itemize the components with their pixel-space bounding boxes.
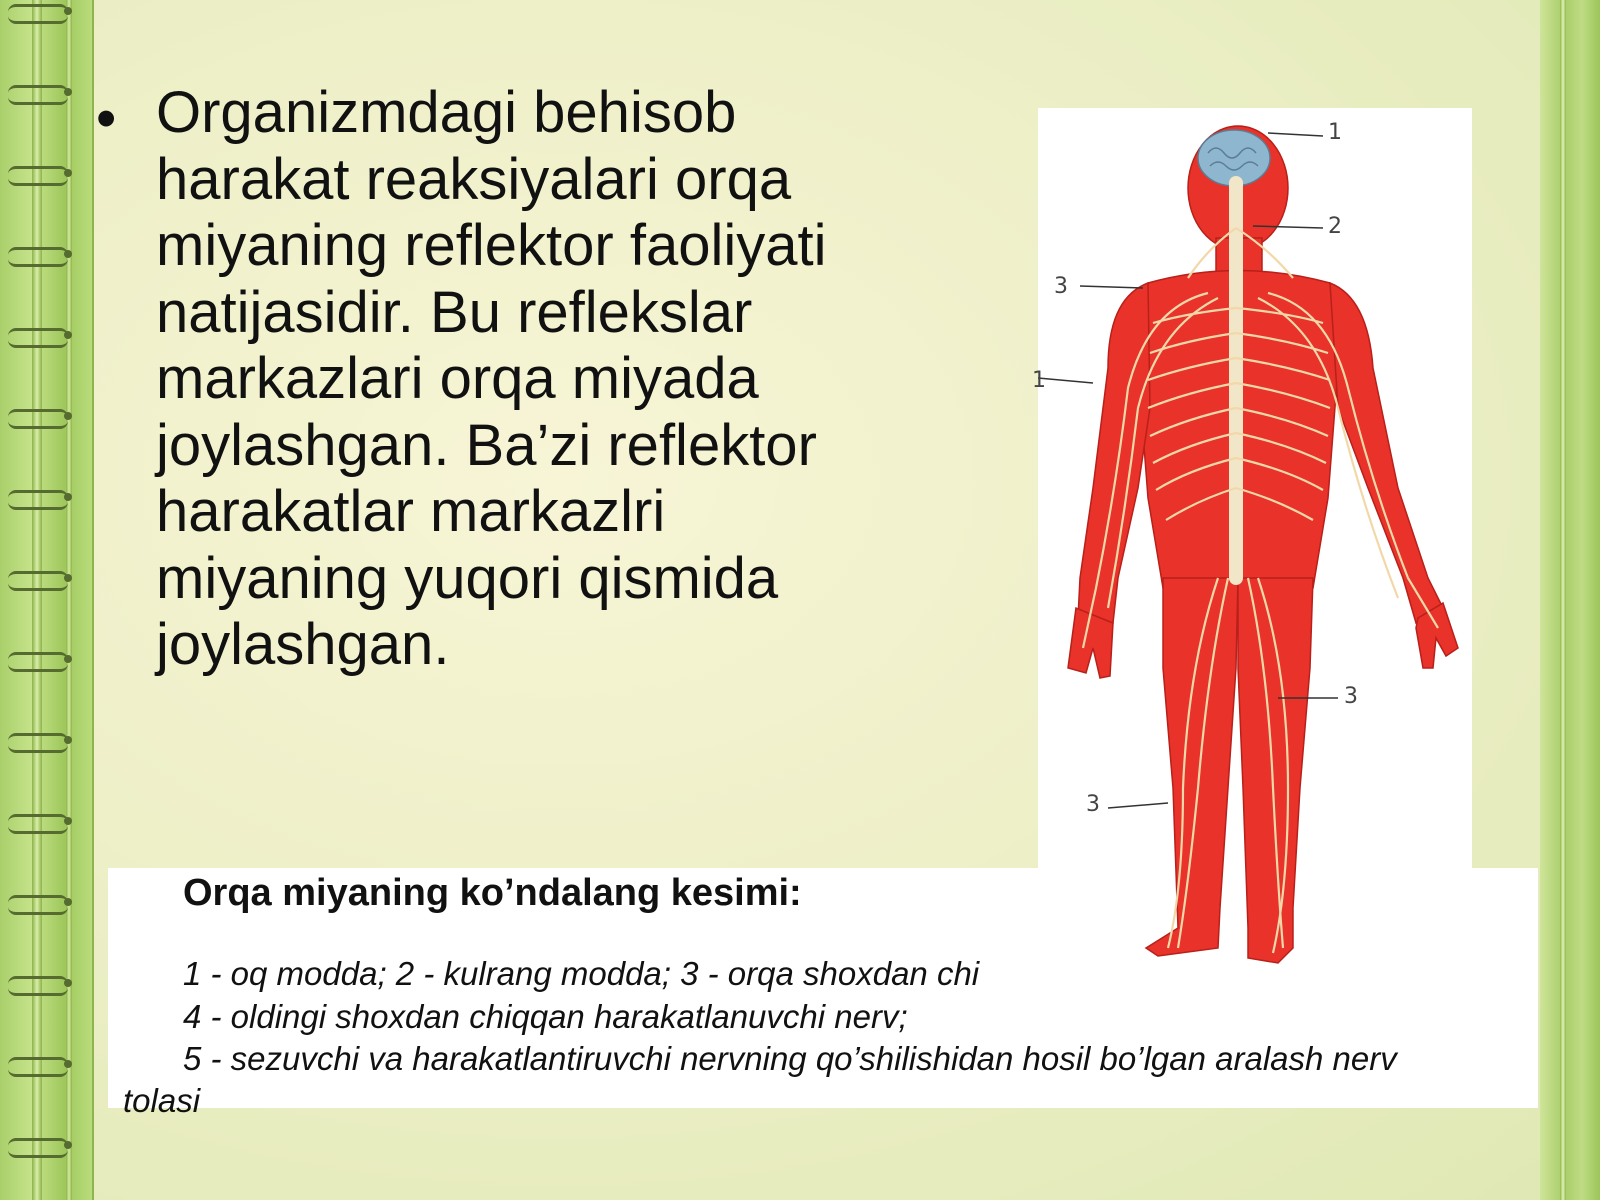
- binder-ring-icon: [8, 976, 68, 996]
- binder-ring-icon: [8, 490, 68, 510]
- binder-ring-icon: [8, 166, 68, 186]
- figure-label: 3: [1054, 274, 1068, 299]
- human-body-illustration: [1038, 108, 1472, 988]
- binder-ring-icon: [8, 733, 68, 753]
- bullet-text: [156, 80, 996, 679]
- bullet-line: markazlari orqa miyada: [156, 346, 759, 411]
- binder-ring-icon: [8, 328, 68, 348]
- caption-line-4: tolasi: [123, 1082, 201, 1119]
- figure-label: 2: [1328, 214, 1342, 239]
- bullet-line: miyaning reflektor faoliyati: [156, 213, 827, 278]
- nervous-system-figure: [1032, 108, 1472, 988]
- caption-title: Orqa miyaning ko’ndalang kesimi:: [183, 872, 802, 914]
- binder-strip: [0, 0, 94, 1200]
- bullet-line: joylashgan. Ba’zi reflektor: [156, 412, 817, 478]
- figure-label: 3: [1086, 792, 1100, 817]
- binder-ring-icon: [8, 247, 68, 267]
- bullet-line: joylashgan.: [156, 612, 450, 677]
- bullet-icon: •: [96, 86, 117, 151]
- bullet-line: harakatlar markazlri: [156, 479, 666, 544]
- bullet-line: harakat reaksiyalari orqa: [156, 146, 792, 212]
- caption-line-3: 5 - sezuvchi va harakatlantiruvchi nervning qo’shilishidan hosil bo’lgan aralash nerv: [183, 1040, 1397, 1077]
- figure-label: 1: [1032, 368, 1046, 393]
- binder-ring-icon: [8, 1057, 68, 1077]
- binder-ring-icon: [8, 652, 68, 672]
- bullet-paragraph: [96, 80, 996, 679]
- figure-label: 3: [1344, 684, 1358, 709]
- binder-ring-icon: [8, 409, 68, 429]
- binder-ring-icon: [8, 4, 68, 24]
- caption-line-2: 4 - oldingi shoxdan chiqqan harakatlanuvchi nerv;: [183, 998, 908, 1035]
- bullet-line: Organizmdagi behisob: [156, 80, 737, 145]
- binder-ring-icon: [8, 85, 68, 105]
- figure-label: 1: [1328, 120, 1342, 145]
- binder-ring-icon: [8, 1138, 68, 1158]
- right-edge-line: [1560, 0, 1566, 1200]
- binder-ring-icon: [8, 895, 68, 915]
- bullet-line: miyaning yuqori qismida: [156, 545, 779, 611]
- bullet-line: natijasidir. Bu reflekslar: [156, 279, 753, 345]
- caption-line-1: 1 - oq modda; 2 - kulrang modda; 3 - orqa shoxdan chi: [183, 955, 980, 992]
- right-edge-strip: [1540, 0, 1600, 1200]
- binder-ring-icon: [8, 814, 68, 834]
- binder-ring-icon: [8, 571, 68, 591]
